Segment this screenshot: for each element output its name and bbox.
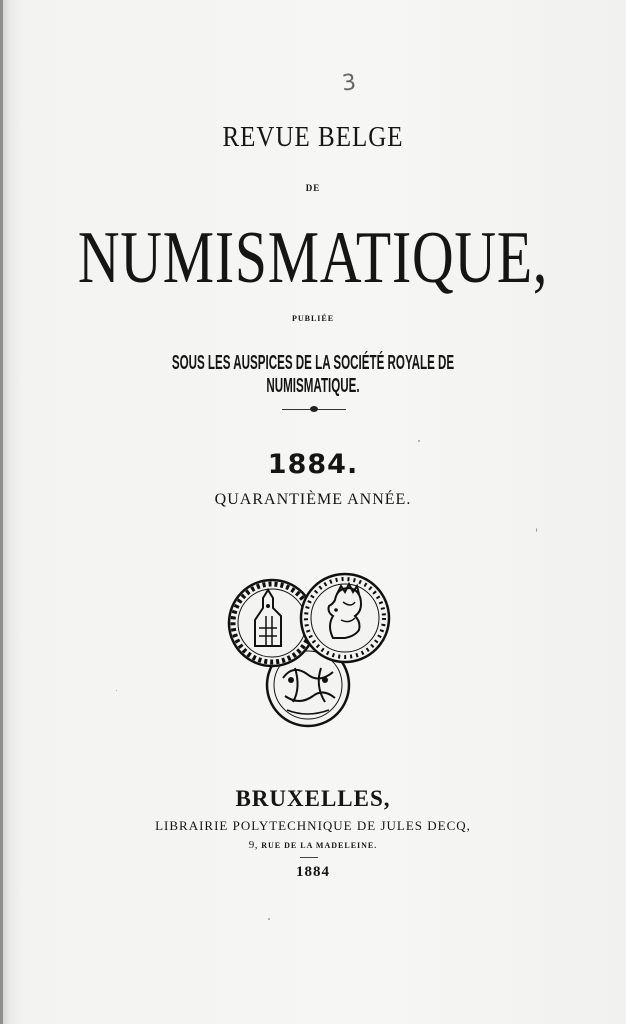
edition-volume: QUARANTIÈME ANNÉE. (214, 491, 412, 508)
auspices-line: SOUS LES AUSPICES DE LA SOCIÉTÉ ROYALE DE NUMISMATIQUE. (171, 352, 455, 397)
imprint-address (0, 839, 626, 851)
journal-name-line1: REVUE BELGE (222, 121, 404, 153)
paper-speck (268, 918, 270, 920)
imprint-publisher: LIBRAIRIE POLYTECHNIQUE DE JULES DECQ, (155, 818, 471, 833)
right-coin-icon (301, 574, 389, 662)
ornamental-rule-dot (310, 406, 318, 412)
handwritten-folio-number: 3 (340, 70, 358, 97)
journal-title: NUMISMATIQUE, (77, 217, 549, 299)
edition-year: 1884. (267, 449, 359, 480)
imprint-city: BRUXELLES, (235, 786, 391, 811)
paper-speck (418, 440, 420, 442)
three-coins-vignette (225, 568, 400, 733)
imprint-year: 1884 (296, 864, 330, 880)
imprint-address-street: RUE DE LA MADELEINE. (261, 841, 378, 850)
imprint-short-rule (300, 857, 318, 858)
imprint-address-number: 9, (248, 839, 258, 851)
journal-name-line2: DE (305, 183, 321, 193)
published-label: PUBLIÉE (291, 314, 335, 323)
paper-speck (116, 690, 117, 691)
paper-speck (536, 528, 537, 532)
